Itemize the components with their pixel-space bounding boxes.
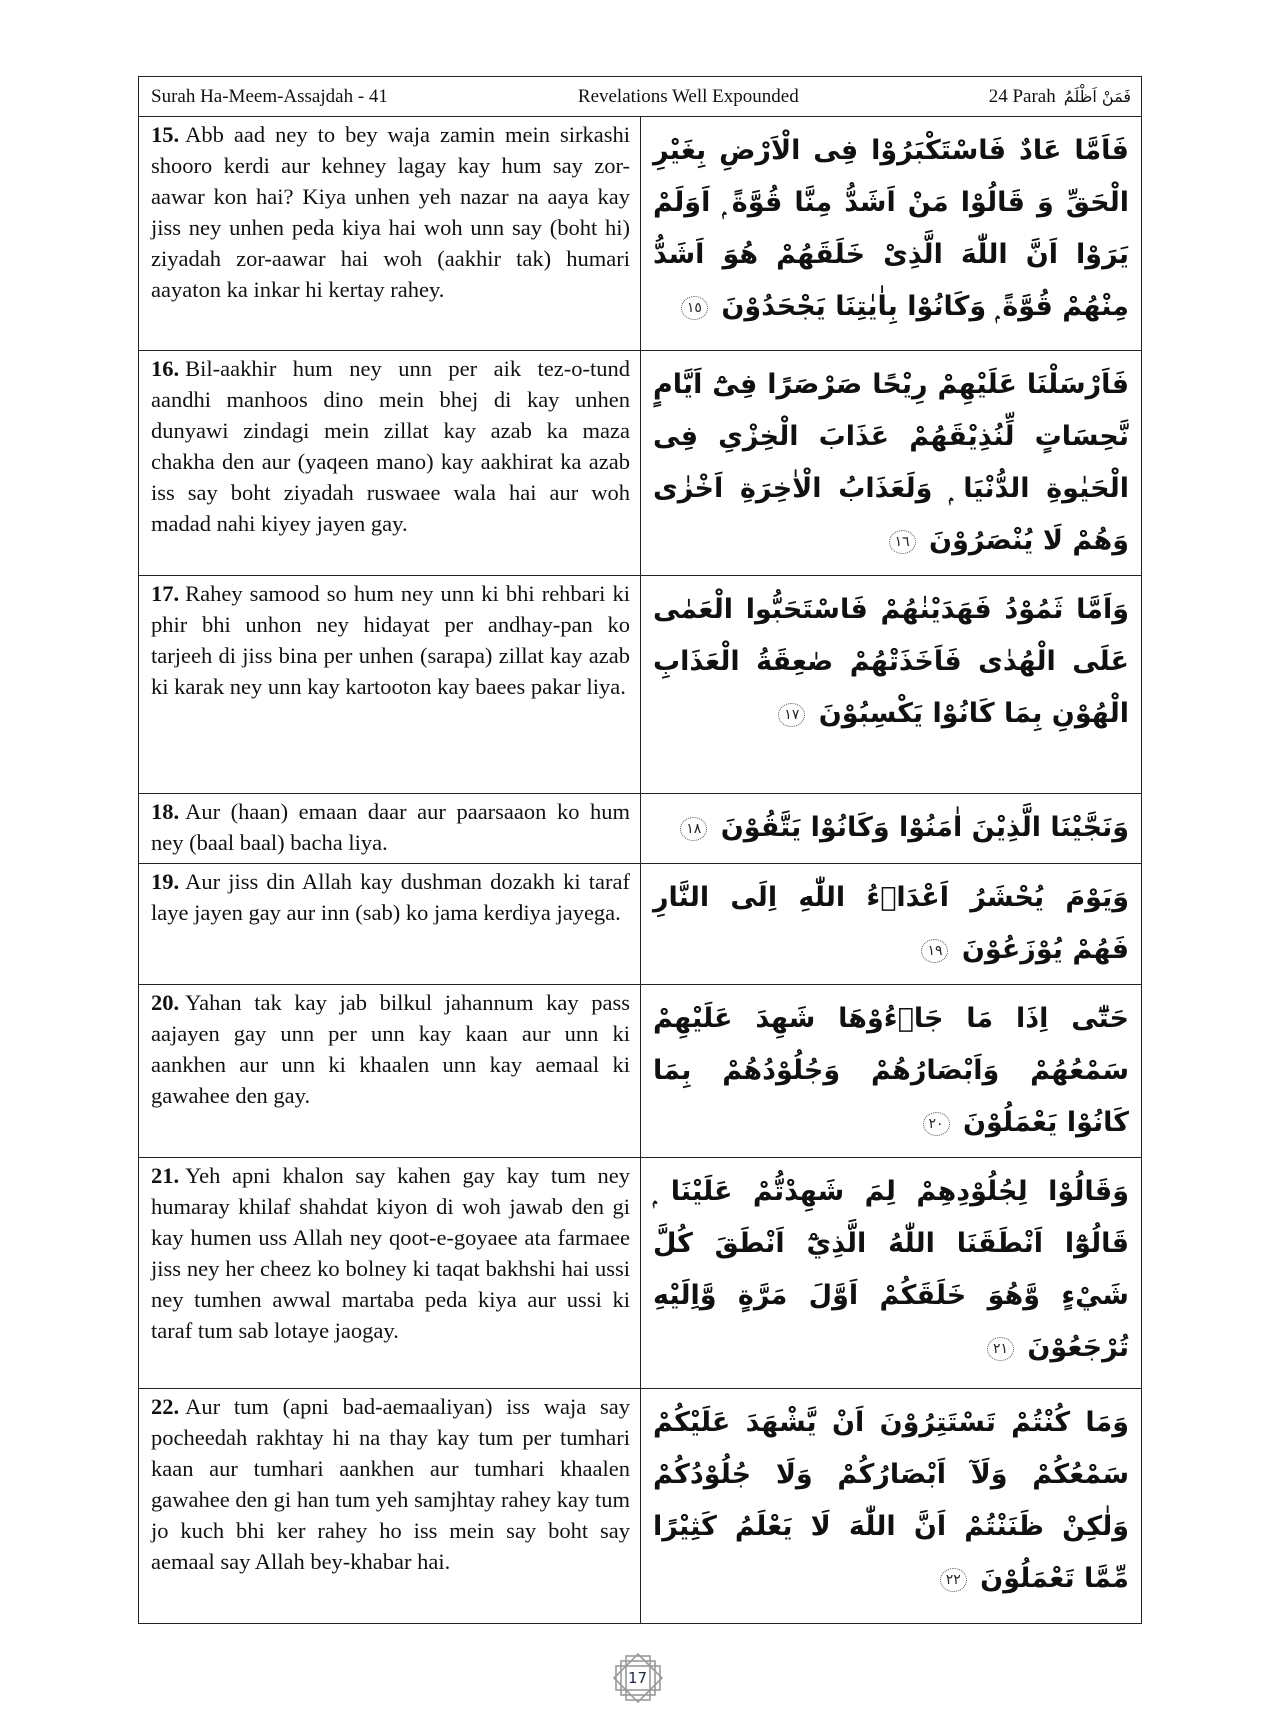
- ayah-end-marker-icon: ٢١: [987, 1337, 1014, 1361]
- verse-row-16: [139, 351, 1141, 576]
- verse-row-15: [139, 117, 1141, 351]
- page-number-badge: [612, 1652, 664, 1704]
- arabic-text: وَقَالُوْا لِجُلُوْدِهِمْ لِمَ شَهِدْتُّمْ عَلَيْنَا ۭ قَالُوْٓا اَنْطَقَنَا اللّٰهُ الَّذِيْٓ اَنْطَقَ كُلَّ شَيْءٍ وَّهُوَ خَلَقَكُمْ اَوَّلَ مَرَّةٍ وَّاِلَيْهِ تُرْجَعُوْنَ: [653, 1176, 1129, 1363]
- verse-arabic: [641, 576, 1141, 793]
- verse-number: 16.: [151, 356, 180, 381]
- translation-text: Rahey samood so hum ney unn ki bhi rehbari ki phir bhi unhon ney hidayat per andhay-pan ko tarjeeh di jiss bina per unhen (sarapa) zillat kay azab ki karak ney unn kay kartooton kay baees pakar liya.: [151, 581, 630, 699]
- translation-text: Yahan tak kay jab bilkul jahannum kay pass aajayen gay unn per unn kay kaan aur unn ki aankhen aur unn ki khaalen unn kay aemaal ki gawahee den gay.: [151, 990, 630, 1108]
- translation-text: Aur (haan) emaan daar aur paarsaaon ko hum ney (baal baal) bacha liya.: [151, 799, 630, 855]
- verse-number: 18.: [151, 799, 180, 824]
- verse-number: 19.: [151, 869, 180, 894]
- translation-text: Bil-aakhir hum ney unn per aik tez-o-tund aandhi manhoos dino mein bhej di kay unhen dunyawi zindagi mein zillat kay azab ka maza chakha den aur (yaqeen mano) kay aakhirat ka azab iss say boht ziyadah ruswaee wala hai aur woh madad nahi kiyey jayen gay.: [151, 356, 630, 536]
- verse-row-22: [139, 1389, 1141, 1623]
- page-footer: [0, 1624, 1275, 1724]
- verse-translation: [139, 1158, 641, 1388]
- ayah-end-marker-icon: ١٥: [681, 296, 708, 320]
- verse-arabic: [641, 1389, 1141, 1623]
- arabic-text: وَيَوْمَ يُحْشَرُ اَعْدَاۗءُ اللّٰهِ اِلَى النَّارِ فَهُمْ يُوْزَعُوْنَ: [653, 882, 1129, 965]
- verse-number: 22.: [151, 1394, 180, 1419]
- arabic-text: وَمَا كُنْتُمْ تَسْتَتِرُوْنَ اَنْ يَّشْهَدَ عَلَيْكُمْ سَمْعُكُمْ وَلَآ اَبْصَارُكُمْ وَلَا جُلُوْدُكُمْ وَلٰكِنْ ظَنَنْتُمْ اَنَّ اللّٰهَ لَا يَعْلَمُ كَثِيْرًا مِّمَّا تَعْمَلُوْنَ: [653, 1407, 1129, 1594]
- verse-row-17: [139, 576, 1141, 794]
- ayah-end-marker-icon: ١٦: [889, 530, 916, 554]
- verse-number: 21.: [151, 1163, 180, 1188]
- verse-row-20: [139, 985, 1141, 1158]
- translation-text: Aur jiss din Allah kay dushman dozakh ki taraf laye jayen gay aur inn (sab) ko jama kerdiya jayega.: [151, 869, 630, 925]
- verse-translation: [139, 864, 641, 984]
- verse-table: [138, 76, 1142, 1624]
- parah-label: [989, 86, 1131, 108]
- verse-number: 17.: [151, 581, 180, 606]
- ayah-end-marker-icon: ١٨: [680, 817, 707, 841]
- verse-row-21: [139, 1158, 1141, 1389]
- translation-text: Aur tum (apni bad-aemaaliyan) iss waja say pocheedah rakhtay hi na thay kay tum per tumhari kaan aur tumhari aankhen aur tumhari khaalen gawahee den gi han tum yeh samjhtay rahey kay tum jo kuch bhi ker rahey ho iss mein say boht say aemaal say Allah bey-khabar hai.: [151, 1394, 630, 1574]
- verse-row-18: [139, 794, 1141, 864]
- running-header: [139, 77, 1141, 117]
- verse-translation: [139, 351, 641, 575]
- verse-arabic: [641, 864, 1141, 984]
- arabic-text: حَتّٰٓى اِذَا مَا جَاۗءُوْهَا شَهِدَ عَلَيْهِمْ سَمْعُهُمْ وَاَبْصَارُهُمْ وَجُلُوْدُهُمْ بِمَا كَانُوْا يَعْمَلُوْنَ: [653, 1003, 1129, 1138]
- verse-translation: [139, 985, 641, 1157]
- verse-number: 15.: [151, 122, 180, 147]
- arabic-text: وَاَمَّا ثَمُوْدُ فَهَدَيْنٰهُمْ فَاسْتَحَبُّوا الْعَمٰى عَلَى الْهُدٰى فَاَخَذَتْهُمْ صٰعِقَةُ الْعَذَابِ الْهُوْنِ بِمَا كَانُوْا يَكْسِبُوْنَ: [653, 594, 1129, 729]
- parah-number: 24 Parah: [988, 85, 1056, 107]
- parah-arabic-name: فَمَنْ اَظْلَمُ: [1063, 87, 1131, 106]
- arabic-text: فَاَرْسَلْنَا عَلَيْهِمْ رِيْحًا صَرْصَرًا فِىْٓ اَيَّامٍ نَّحِسَاتٍ لِّنُذِيْقَهُمْ عَذَابَ الْخِزْىِ فِى الْحَيٰوةِ الدُّنْيَا ۭ وَلَعَذَابُ الْاٰخِرَةِ اَخْزٰى وَهُمْ لَا يُنْصَرُوْنَ: [653, 369, 1129, 556]
- surah-title: Surah Ha-Meem-Assajdah - 41: [151, 85, 388, 107]
- page-number: 17: [627, 1669, 648, 1687]
- verse-arabic: [641, 1158, 1141, 1388]
- arabic-text: وَنَجَّيْنَا الَّذِيْنَ اٰمَنُوْا وَكَانُوْا يَتَّقُوْنَ: [720, 812, 1129, 843]
- verse-translation: [139, 117, 641, 350]
- ayah-end-marker-icon: ١٧: [778, 703, 805, 727]
- arabic-text: فَاَمَّا عَادٌ فَاسْتَكْبَرُوْا فِى الْاَرْضِ بِغَيْرِ الْحَقِّ وَ قَالُوْا مَنْ اَشَدُّ مِنَّا قُوَّةً ۭ اَوَلَمْ يَرَوْا اَنَّ اللّٰهَ الَّذِىْ خَلَقَهُمْ هُوَ اَشَدُّ مِنْهُمْ قُوَّةً ۭ وَكَانُوْا بِاٰيٰتِنَا يَجْحَدُوْنَ: [653, 135, 1129, 322]
- book-title: Revelations Well Expounded: [577, 85, 799, 107]
- verse-arabic: [641, 351, 1141, 575]
- verse-translation: [139, 576, 641, 793]
- verse-number: 20.: [151, 990, 180, 1015]
- verse-arabic: [641, 117, 1141, 350]
- translation-text: Abb aad ney to bey waja zamin mein sirkashi shooro kerdi aur kehney lagay kay hum say zor-aawar kon hai? Kiya unhen yeh nazar na aaya kay jiss ney unhen peda kiya hai woh unn say (boht hi) ziyadah zor-aawar hai woh (aakhir tak) humari aayaton ka inkar hi kertay rahey.: [151, 122, 630, 302]
- verse-arabic: [641, 985, 1141, 1157]
- verse-translation: [139, 794, 641, 863]
- ayah-end-marker-icon: ٢٢: [940, 1568, 967, 1592]
- ayah-end-marker-icon: ٢٠: [923, 1112, 950, 1136]
- ayah-end-marker-icon: ١٩: [921, 939, 948, 963]
- verse-arabic: [641, 794, 1141, 863]
- verse-translation: [139, 1389, 641, 1623]
- verse-row-19: [139, 864, 1141, 985]
- translation-text: Yeh apni khalon say kahen gay kay tum ney humaray khilaf shahdat kiyon di woh jawab den gi kay humen uss Allah ney qoot-e-goyaee ata farmaee jiss ney her cheez ko bolney ki taqat bakhshi hai ussi ney tumhen awwal martaba peda kiya aur ussi ki taraf tum sab lotaye jaogay.: [151, 1163, 630, 1343]
